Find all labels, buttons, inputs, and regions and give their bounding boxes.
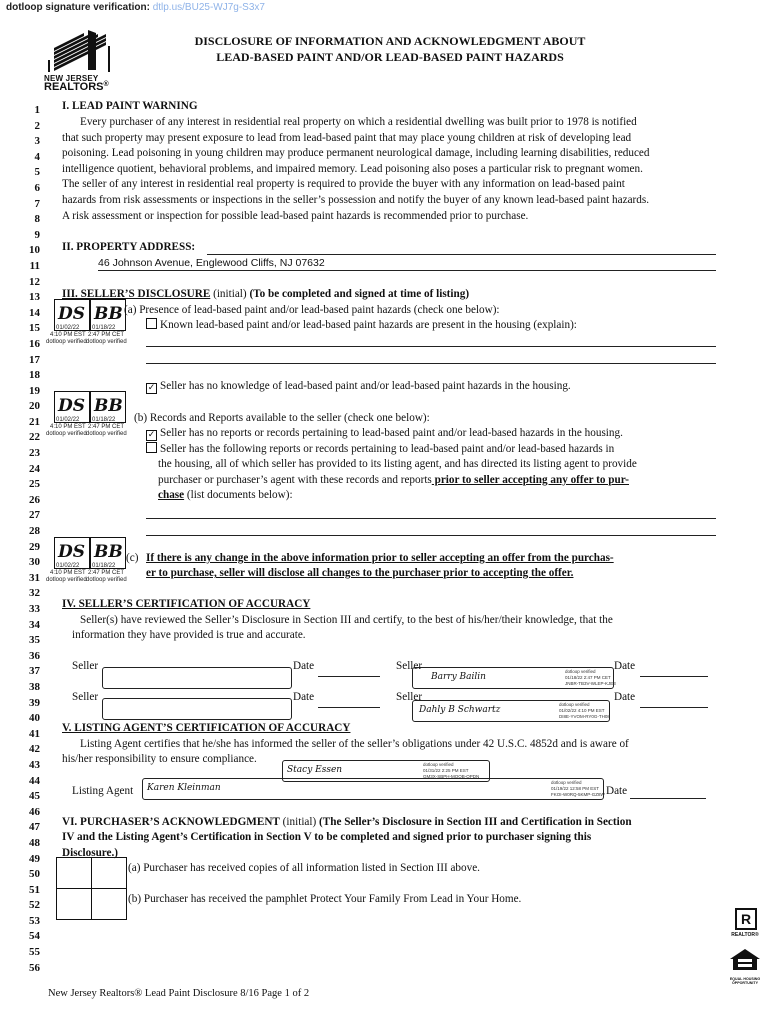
line-number: 23 — [29, 447, 40, 460]
text-emphasis: prior to seller accepting any offer to pur- — [431, 474, 629, 486]
section3-instruction: (To be completed and signed at time of listing) — [249, 288, 470, 300]
realtor-logo — [730, 908, 760, 942]
initial-verified: dotloop verified — [86, 431, 127, 437]
line-number: 31 — [29, 571, 40, 584]
logo-reg: ® — [103, 81, 109, 88]
line-number: 14 — [29, 306, 40, 319]
line-number: 11 — [29, 259, 40, 272]
line-number: 24 — [29, 462, 40, 475]
line-number: 2 — [34, 119, 40, 132]
checkbox-no-knowledge[interactable]: ✓ — [147, 383, 156, 393]
section3-c-label: (c) — [126, 552, 139, 564]
logo-line1: NEW JERSEY — [44, 74, 99, 83]
line-number: 19 — [29, 384, 40, 397]
line-number: 26 — [29, 493, 40, 506]
line-number: 53 — [29, 914, 40, 927]
line-number: 13 — [29, 291, 40, 304]
line-number: 56 — [29, 961, 40, 974]
seller-initials-a[interactable] — [46, 299, 130, 349]
section3-b-label: (b) Records and Reports available to the seller (check one below): — [134, 412, 430, 424]
line-number: 43 — [29, 758, 40, 771]
seller-initials-c[interactable] — [46, 537, 130, 587]
section5-line1: Listing Agent certifies that he/she has informed the seller of the seller’s obligations under 42 U.S.C. 4852d and is aware of — [80, 738, 629, 750]
seller1-date-label: Date — [293, 660, 315, 672]
signature-meta: 01/02/22 4:10 PM EST — [559, 708, 605, 713]
nj-realtors-logo — [44, 30, 116, 92]
line-number: 15 — [29, 322, 40, 335]
section1-line: that such property may present exposure to lead from lead-based paint that may place young children at risk of developing lead — [62, 131, 632, 144]
initial-verified: dotloop verified — [86, 339, 127, 345]
line-number: 30 — [29, 556, 40, 569]
initial-signature: BB — [94, 304, 123, 324]
line-number: 29 — [29, 540, 40, 553]
agent-date-label: Date — [606, 785, 628, 797]
line-number: 12 — [29, 275, 40, 288]
line-number: 37 — [29, 665, 40, 678]
initial-time: 4:10 PM EST — [50, 570, 86, 576]
section3-c-line1: If there is any change in the above information prior to seller accepting an offer from the purchas- — [146, 552, 614, 564]
section3-a-option2 — [146, 379, 571, 395]
initial-signature: DS — [58, 542, 86, 562]
initial-verified: dotloop verified — [46, 431, 87, 437]
line-number: 34 — [29, 618, 40, 631]
seller3-signature-field[interactable] — [102, 698, 292, 720]
section4-line1: Seller(s) have reviewed the Seller’s Disclosure in Section III and certify, to the best of his/her/their knowledge, that the — [80, 614, 613, 626]
section6-initial-label: (initial) — [282, 816, 317, 828]
signature-meta: dotloop verified — [559, 702, 590, 707]
section3-a-label: (a) Presence of lead-based paint and/or lead-based paint hazards (check one below): — [124, 304, 500, 316]
line-number: 4 — [34, 150, 40, 163]
section3-b-option2 — [146, 442, 614, 458]
seller3-label: Seller — [72, 691, 99, 703]
section6-heading — [62, 815, 632, 831]
title-line1: DISCLOSURE OF INFORMATION AND ACKNOWLEDGMENT ABOUT — [194, 34, 586, 48]
initial-verified: dotloop verified — [46, 339, 87, 345]
line-number: 52 — [29, 899, 40, 912]
purchaser-initial-a1[interactable] — [56, 857, 92, 889]
seller2-label: Seller — [396, 660, 423, 672]
line-number: 32 — [29, 587, 40, 600]
line-number: 25 — [29, 478, 40, 491]
line-number: 5 — [34, 166, 40, 179]
line-number: 9 — [34, 228, 40, 241]
line-number: 39 — [29, 696, 40, 709]
purchaser-initial-b2[interactable] — [91, 888, 127, 920]
line-number: 49 — [29, 852, 40, 865]
section6-a: (a) Purchaser has received copies of all information listed in Section III above. — [128, 862, 480, 874]
signature-meta: DI8E-YVOM-RY0G-TH08 — [559, 714, 610, 719]
checkbox-known-lead[interactable] — [146, 318, 157, 329]
line-number: 27 — [29, 509, 40, 522]
section1-line: A risk assessment or inspection for possible lead-based paint hazards is recommended prior to purchase. — [62, 209, 529, 222]
initial-date: 01/18/22 — [92, 325, 116, 331]
section6-line3: Disclosure.) — [62, 847, 119, 859]
text-emphasis: chase — [158, 489, 185, 501]
realtor-label: REALTOR® — [731, 932, 759, 938]
text-part: purchaser or purchaser’s agent with these records and reports — [158, 474, 432, 486]
line-number: 28 — [29, 525, 40, 538]
title-line2: LEAD-BASED PAINT AND/OR LEAD-BASED PAINT HAZARDS — [216, 50, 564, 64]
signature-meta: 01/19/22 12:58 PM EST — [551, 786, 600, 791]
equal-housing-logo — [728, 948, 762, 985]
line-number: 38 — [29, 680, 40, 693]
section2-heading: II. PROPERTY ADDRESS: — [62, 241, 196, 253]
logo-line2: REALTORS — [44, 81, 104, 93]
section1-line: intelligence quotient, behavioral problems, and impaired memory. Lead poisoning also poses a particular risk to pregnant women. — [62, 162, 643, 175]
initial-signature: BB — [94, 542, 123, 562]
seller-initials-b[interactable] — [46, 391, 130, 441]
section5-line2: his/her responsibility to ensure compliance. — [62, 753, 257, 765]
line-number: 50 — [29, 868, 40, 881]
section6-b: (b) Purchaser has received the pamphlet Protect Your Family From Lead in Your Home. — [128, 893, 522, 905]
initial-verified: dotloop verified — [86, 577, 127, 583]
option-text: Known lead-based paint and/or lead-based paint hazards are present in the housing (explain): — [160, 319, 577, 331]
footer-text: New Jersey Realtors® Lead Paint Disclosure 8/16 Page 1 of 2 — [48, 988, 310, 999]
line-number: 48 — [29, 836, 40, 849]
section6-line2: IV and the Listing Agent’s Certification in Section V to be completed and signed prior to purchaser signing this — [62, 831, 592, 843]
section3-initial-label: (initial) — [213, 288, 247, 300]
section1-line: The seller of any interest in residential real property is required to provide the buyer with any information on lead-based paint — [62, 178, 625, 191]
line-number: 3 — [34, 135, 40, 148]
initial-time: 4:10 PM EST — [50, 332, 86, 338]
seller2-date-label: Date — [614, 660, 636, 672]
line-numbers — [24, 103, 40, 976]
line-number: 8 — [34, 213, 40, 226]
option-text: Seller has no reports or records pertaining to lead-based paint and/or lead-based hazards in the housing. — [160, 427, 623, 439]
section5-heading: V. LISTING AGENT’S CERTIFICATION OF ACCURACY — [62, 722, 351, 734]
checkbox-no-reports[interactable]: ✓ — [147, 430, 156, 440]
line-number: 46 — [29, 805, 40, 818]
seller4-date-label: Date — [614, 691, 636, 703]
section3-b-option2-line4 — [158, 488, 293, 504]
line-number: 41 — [29, 727, 40, 740]
section4-heading: IV. SELLER’S CERTIFICATION OF ACCURACY — [62, 598, 311, 610]
section6-instruction: (The Seller’s Disclosure in Section III and Certification in Section — [319, 816, 632, 828]
seller1-signature-field[interactable] — [102, 667, 292, 689]
purchaser-initial-a2[interactable] — [91, 857, 127, 889]
signature-meta: dotloop verified — [551, 780, 582, 785]
initial-verified: dotloop verified — [46, 577, 87, 583]
initial-date: 01/02/22 — [56, 417, 80, 423]
initial-time: 4:10 PM EST — [50, 424, 86, 430]
signature-name: Dahly B Schwartz — [419, 705, 501, 715]
seller4-label: Seller — [396, 691, 423, 703]
line-number: 6 — [34, 181, 40, 194]
section3-b-option2-line3 — [158, 473, 629, 489]
initial-date: 01/02/22 — [56, 563, 80, 569]
section1-body — [62, 115, 722, 224]
option-text: Seller has the following reports or records pertaining to lead-based paint and/or lead-based hazards in — [160, 443, 615, 455]
section3-b-option2-line2: the housing, all of which seller has provided to its listing agent, and has directed its listing agent to provide — [158, 458, 637, 470]
line-number: 1 — [34, 104, 40, 116]
line-number: 36 — [29, 649, 40, 662]
section3-c-line2: er to purchase, seller will disclose all changes to the purchaser prior to accepting the offer. — [146, 567, 574, 579]
line-number: 18 — [29, 369, 40, 382]
realtor-mark: R — [740, 911, 752, 927]
line-number: 35 — [29, 634, 40, 647]
line-number: 54 — [29, 930, 40, 943]
line-number: 10 — [29, 244, 40, 257]
section6-title: VI. PURCHASER’S ACKNOWLEDGMENT — [62, 816, 280, 828]
line-number: 44 — [29, 774, 40, 787]
eho-label: EQUAL HOUSING OPPORTUNITY — [729, 977, 761, 985]
line-number: 40 — [29, 712, 40, 725]
signature-meta: dotloop verified — [565, 669, 596, 674]
property-address-value[interactable]: 46 Johnson Avenue, Englewood Cliffs, NJ 07632 — [98, 257, 325, 269]
realtor-r-icon — [735, 908, 757, 930]
section4-line2: information they have provided is true and accurate. — [72, 629, 306, 641]
initial-time: 2:47 PM CET — [88, 424, 125, 430]
document-title — [150, 33, 630, 65]
signature-name: Barry Bailin — [431, 672, 486, 682]
line-number: 21 — [29, 415, 40, 428]
signature-meta: 01/31/22 2:25 PM EST — [423, 768, 469, 773]
section3-b-option1 — [146, 426, 623, 442]
seller1-label: Seller — [72, 660, 99, 672]
building-stripes-icon — [48, 30, 110, 74]
initial-date: 01/18/22 — [92, 563, 116, 569]
section1-heading: I. LEAD PAINT WARNING — [62, 100, 198, 112]
line-number: 47 — [29, 821, 40, 834]
line-number: 17 — [29, 353, 40, 366]
initial-time: 2:47 PM CET — [88, 570, 125, 576]
agent-signature-2[interactable] — [142, 778, 604, 800]
checkbox-has-reports[interactable] — [146, 442, 157, 453]
text-part: (list documents below): — [184, 489, 293, 501]
seller4-signature[interactable] — [412, 700, 610, 722]
line-number: 7 — [34, 197, 40, 210]
line-number: 20 — [29, 400, 40, 413]
line-number: 42 — [29, 743, 40, 756]
section1-line: hazards from risk assessments or inspections in the seller’s possession and notify the buyer of any known lead-based paint hazards. — [62, 193, 649, 206]
line-number: 45 — [29, 790, 40, 803]
dotloop-verification — [6, 2, 265, 13]
initial-signature: DS — [58, 396, 86, 416]
section3-a-option1 — [146, 318, 577, 334]
verification-link[interactable]: dtlp.us/BU25-WJ7g-S3x7 — [152, 2, 265, 13]
signature-meta: FKOI-W0RQ-5KMP-GZ8W — [551, 792, 605, 797]
signature-meta: GM3X-SBPH-MOOB-OPDN — [423, 774, 480, 779]
initial-signature: BB — [94, 396, 123, 416]
line-number: 16 — [29, 337, 40, 350]
initial-time: 2:47 PM CET — [88, 332, 125, 338]
initial-date: 01/18/22 — [92, 417, 116, 423]
signature-name: Karen Kleinman — [147, 783, 221, 793]
signature-meta: dotloop verified — [423, 762, 454, 767]
line-number: 55 — [29, 946, 40, 959]
purchaser-initial-b1[interactable] — [56, 888, 92, 920]
signature-meta: 01/18/22 2:47 PM CET — [565, 675, 611, 680]
house-icon — [728, 948, 762, 972]
line-number: 51 — [29, 883, 40, 896]
option-text: Seller has no knowledge of lead-based paint and/or lead-based paint hazards in the housing. — [160, 380, 571, 392]
initial-signature: DS — [58, 304, 86, 324]
signature-meta: JNBR-TB3V-WLEP-KJE3 — [565, 681, 616, 686]
initial-date: 01/02/22 — [56, 325, 80, 331]
section3-title: III. SELLER’S DISCLOSURE — [62, 288, 211, 300]
listing-agent-label: Listing Agent — [72, 785, 134, 797]
section1-line: Every purchaser of any interest in residential real property on which a residential dwelling was built prior to 1978 is notified — [80, 116, 637, 128]
line-number: 33 — [29, 603, 40, 615]
seller3-date-label: Date — [293, 691, 315, 703]
signature-name: Stacy Essen — [287, 765, 343, 775]
section1-line: poisoning. Lead poisoning in young children may produce permanent neurological damage, including learning disabilities, reduced — [62, 147, 650, 160]
verification-label: dotloop signature verification: — [6, 2, 150, 13]
seller2-signature[interactable] — [412, 667, 614, 689]
line-number: 22 — [29, 431, 40, 444]
